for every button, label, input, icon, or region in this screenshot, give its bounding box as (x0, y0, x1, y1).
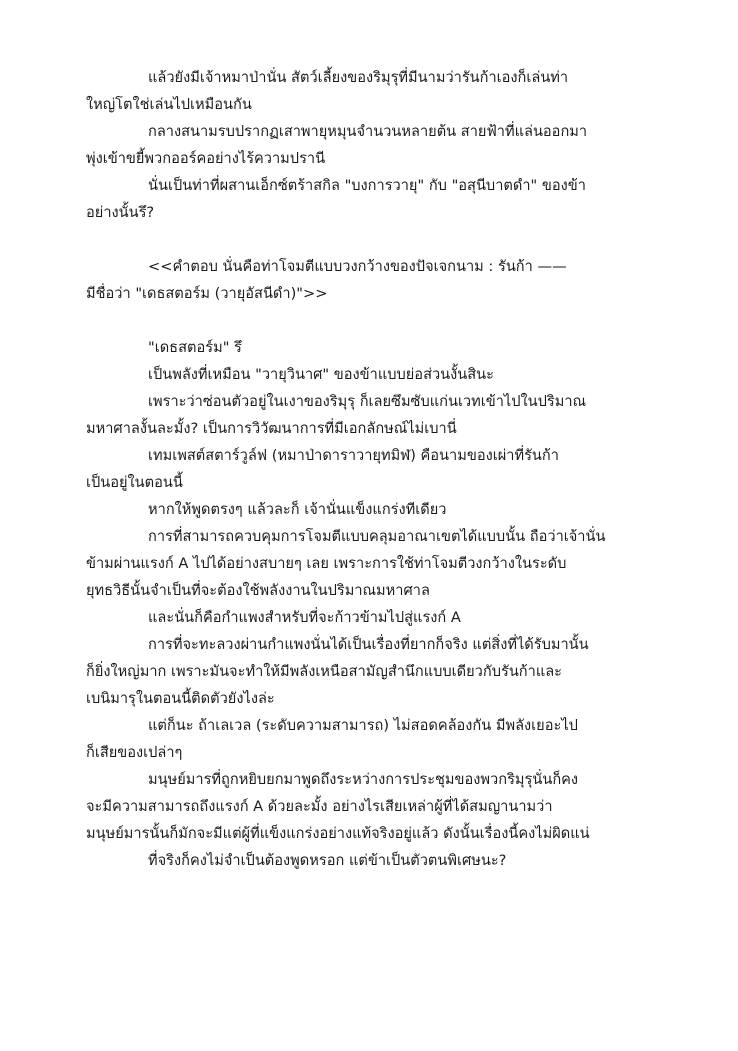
paragraph (86, 388, 648, 442)
text-line: ใหญ่โตใช่เล่นไปเหมือนกัน (86, 96, 252, 113)
text-line: ยุทธวิธีนั้นจำเป็นที่จะต้องใช้พลังงานในปริมาณมหาศาล (86, 582, 430, 599)
text-line: การที่จะทะลวงผ่านกำแพงนั่นได้เป็นเรื่องที่ยากก็จริง แต่สิ่งที่ได้รับมานั้น (148, 636, 589, 653)
text-line: ที่จริงก็คงไม่จำเป็นต้องพูดหรอก แต่ข้าเป็นตัวตนพิเศษนะ? (148, 852, 507, 869)
text-line: แต่ก็นะ ถ้าเลเวล (ระดับความสามารถ) ไม่สอดคล้องกัน มีพลังเยอะไป (148, 717, 578, 734)
paragraph (86, 631, 648, 712)
text-line: กลางสนามรบปรากฏเสาพายุหมุนจำนวนหลายต้น สายฟ้าที่แล่นออกมา (148, 123, 588, 140)
paragraph (86, 496, 648, 523)
paragraph (86, 64, 648, 118)
text-line: "เดธสตอร์ม" รึ (148, 339, 242, 356)
paragraph (86, 523, 648, 604)
text-line: นั่นเป็นท่าที่ผสานเอ็กซ์ตร้าสกิล "บงการวายุ" กับ "อสุนีบาตดำ" ของข้า (148, 177, 586, 194)
text-line: อย่างนั้นรึ? (86, 204, 155, 221)
text-line: เบนิมารุในตอนนี้ติดตัวยังไงล่ะ (86, 690, 275, 707)
text-line: ข้ามผ่านแรงก์ A ไปได้อย่างสบายๆ เลย เพราะการใช้ท่าโจมตีวงกว้างในระดับ (86, 555, 567, 572)
paragraph (86, 361, 648, 388)
paragraph (86, 766, 648, 847)
paragraph (86, 253, 648, 307)
paragraph-gap (86, 307, 648, 334)
text-line: มนุษย์มารนั้นก็มักจะมีแต่ผู้ที่แข็งแกร่งอย่างแท้จริงอยู่แล้ว ดังนั้นเรื่องนี้คงไม่ผิดแน่ (86, 825, 590, 842)
text-line: เพราะว่าซ่อนตัวอยู่ในเงาของริมุรุ ก็เลยซึมซับแก่นเวทเข้าไปในปริมาณ (148, 393, 587, 410)
text-line: เทมเพสต์สตาร์วูล์ฟ (หมาป่าดาราวายุทมิฬ) คือนามของเผ่าที่รันก้า (148, 447, 559, 464)
text-line: หากให้พูดตรงๆ แล้วละก็ เจ้านั่นแข็งแกร่งทีเดียว (148, 501, 447, 518)
text-line: จะมีความสามารถถึงแรงก์ A ด้วยละมั้ง อย่างไรเสียเหล่าผู้ที่ได้สมญานามว่า (86, 798, 553, 815)
text-line: ก็ยิ่งใหญ่มาก เพราะมันจะทำให้มีพลังเหนือสามัญสำนึกแบบเดียวกับรันก้าและ (86, 663, 563, 680)
paragraph (86, 442, 648, 496)
paragraph (86, 712, 648, 766)
text-line: แล้วยังมีเจ้าหมาป่านั่น สัตว์เลี้ยงของริมุรุที่มีนามว่ารันก้าเองก็เล่นท่า (148, 69, 569, 86)
paragraph (86, 172, 648, 226)
text-line: ก็เสียของเปล่าๆ (86, 744, 183, 761)
text-line: <<คำตอบ นั่นคือท่าโจมตีแบบวงกว้างของปัจเจกนาม : รันก้า —— (148, 258, 567, 275)
text-line: เป็นพลังที่เหมือน "วายุวินาศ" ของข้าแบบย่อส่วนงั้นสินะ (148, 366, 494, 383)
paragraph (86, 334, 648, 361)
paragraph (86, 118, 648, 172)
text-line: มนุษย์มารที่ถูกหยิบยกมาพูดถึงระหว่างการประชุมของพวกริมุรุนั่นก็คง (148, 771, 579, 788)
text-line: พุ่งเข้าขยี้พวกออร์คอย่างไร้ความปรานี (86, 150, 326, 167)
text-line: มหาศาลงั้นละมั้ง? เป็นการวิวัฒนาการที่มีเอกลักษณ์ไม่เบานี่ (86, 420, 457, 437)
paragraph-gap (86, 226, 648, 253)
text-line: เป็นอยู่ในตอนนี้ (86, 474, 183, 491)
text-line: และนั่นก็คือกำแพงสำหรับที่จะก้าวข้ามไปสู่แรงก์ A (148, 609, 461, 626)
body-text (86, 64, 648, 874)
paragraph (86, 847, 648, 874)
text-line: มีชื่อว่า "เดธสตอร์ม (วายุอัสนีดำ)">> (86, 285, 328, 302)
text-line: การที่สามารถควบคุมการโจมตีแบบคลุมอาณาเขตได้แบบนั้น ถือว่าเจ้านั่น (148, 528, 606, 545)
paragraph (86, 604, 648, 631)
